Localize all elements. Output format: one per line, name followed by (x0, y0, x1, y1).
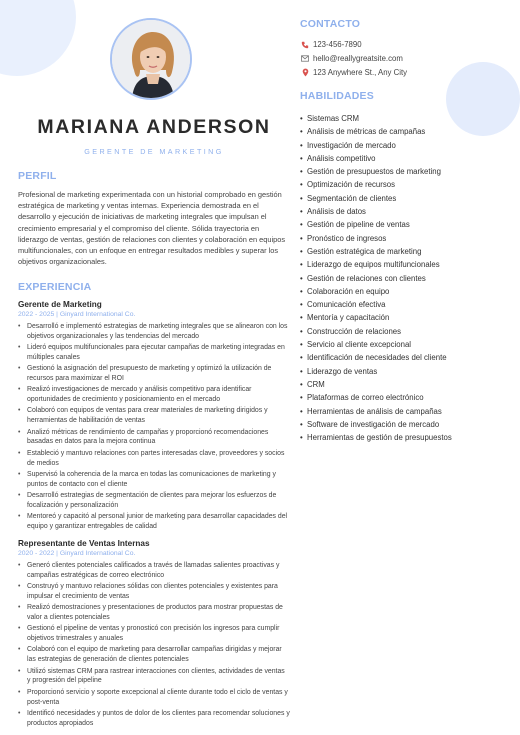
job-title: Representante de Ventas Internas (18, 539, 150, 548)
list-item: • Construyó y mantuvo relaciones sólidas con clientes potenciales y existentes para impulsar el crecimiento de ventas (18, 582, 290, 602)
list-item: • Identificó necesidades y puntos de dolor de los clientes para recomendar soluciones y productos apropiados (18, 709, 290, 729)
list-item: • Pronóstico de ingresos (300, 232, 452, 245)
list-item: • Segmentación de clientes (300, 192, 452, 205)
list-item: • Análisis competitivo (300, 152, 452, 165)
list-item: • Proporcionó servicio y soporte excepcional al cliente durante todo el ciclo de ventas y post-venta (18, 688, 290, 708)
job-title: Gerente de Marketing (18, 300, 102, 309)
decorative-circle-top-left (0, 0, 76, 76)
list-item: • Mentoreó y capacitó al personal junior de marketing para desarrollar capacidades del equipo y garantizar entregables de calidad (18, 512, 290, 532)
list-item: • Gestionó la asignación del presupuesto de marketing y optimizó la utilización de recursos para maximizar el ROI (18, 364, 290, 384)
job-entry-1 (18, 300, 290, 533)
job-bullets (18, 561, 290, 729)
list-item: • Utilizó sistemas CRM para rastrear interacciones con clientes, actividades de ventas y progresión del pipeline (18, 667, 290, 687)
list-item: • Estableció y mantuvo relaciones con partes interesadas clave, proveedores y socios de medios (18, 449, 290, 469)
list-item: • Análisis de métricas de campañas (300, 125, 452, 138)
decorative-circle-right (446, 62, 520, 136)
list-item: • Generó clientes potenciales calificados a través de llamadas salientes proactivas y campañas estratégicas de correo electrónico (18, 561, 290, 581)
experience-heading: EXPERIENCIA (18, 281, 92, 293)
location-pin-icon (300, 68, 310, 77)
list-item: • Servicio al cliente excepcional (300, 338, 452, 351)
mail-icon (300, 55, 310, 62)
job-bullets (18, 322, 290, 532)
list-item: • Gestión de pipeline de ventas (300, 218, 452, 231)
list-item: • Lideró equipos multifuncionales para ejecutar campañas de marketing integradas en múltiples canales (18, 343, 290, 363)
list-item: • Analizó métricas de rendimiento de campañas y proporcionó recomendaciones basadas en datos para la mejora continua (18, 428, 290, 448)
list-item: • Realizó demostraciones y presentaciones de productos para mostrar propuestas de valor a clientes potenciales (18, 603, 290, 623)
list-item: • Mentoría y capacitación (300, 311, 452, 324)
list-item: • Plataformas de correo electrónico (300, 391, 452, 404)
list-item: • Realizó investigaciones de mercado y análisis competitivo para identificar oportunidades de crecimiento y posicionamiento en el mercado (18, 385, 290, 405)
email-text: hello@reallygreatsite.com (313, 54, 403, 63)
list-item: • Comunicación efectiva (300, 298, 452, 311)
list-item: • Identificación de necesidades del cliente (300, 351, 452, 364)
avatar-icon (112, 20, 192, 100)
contact-phone (300, 40, 362, 49)
contact-email (300, 54, 403, 63)
contact-address (300, 68, 407, 77)
skills-list (300, 112, 452, 444)
skills-heading: HABILIDADES (300, 90, 374, 102)
list-item: • Supervisó la coherencia de la marca en todas las comunicaciones de marketing y puntos de contacto con el cliente (18, 470, 290, 490)
list-item: • Gestión de presupuestos de marketing (300, 165, 452, 178)
job-entry-2 (18, 539, 290, 730)
list-item: • Liderazgo de equipos multifuncionales (300, 258, 452, 271)
job-role: GERENTE DE MARKETING (84, 147, 224, 156)
candidate-name: MARIANA ANDERSON (37, 116, 271, 138)
address-text: 123 Anywhere St., Any City (313, 68, 408, 77)
phone-text: 123-456-7890 (313, 40, 362, 49)
list-item: • Herramientas de gestión de presupuestos (300, 431, 452, 444)
profile-photo (110, 18, 192, 100)
list-item: • Sistemas CRM (300, 112, 452, 125)
list-item: • Herramientas de análisis de campañas (300, 405, 452, 418)
profile-summary: Profesional de marketing experimentada con un historial comprobado en gestión estratégica de marketing y ventas internas. Experiencia demostrada en el desarrollo y ejecución de iniciativas de marketing integrales que impulsan el crecimiento empresarial y el compromiso del cliente. Sólida trayectoria en liderazgo de ventas, gestión de relaciones con clientes y colaboración en equipos multifuncionales, con un enfoque en entregar resultados medibles y superar los objetivos organizacionales. (18, 190, 286, 267)
list-item: • Colaboración en equipo (300, 285, 452, 298)
job-meta: 2020 - 2022 | Ginyard International Co. (18, 550, 136, 557)
list-item: • Liderazgo de ventas (300, 365, 452, 378)
list-item: • Colaboró con equipos de ventas para crear materiales de marketing dirigidos y herramientas de habilitación de ventas (18, 406, 290, 426)
contact-heading: CONTACTO (300, 18, 361, 30)
list-item: • Gestión de relaciones con clientes (300, 272, 452, 285)
profile-heading: PERFIL (18, 170, 57, 182)
job-meta: 2022 - 2025 | Ginyard International Co. (18, 311, 136, 318)
list-item: • Gestionó el pipeline de ventas y pronosticó con precisión los ingresos para cumplir objetivos trimestrales y anuales (18, 624, 290, 644)
list-item: • Construcción de relaciones (300, 325, 452, 338)
list-item: • Optimización de recursos (300, 178, 452, 191)
list-item: • Colaboró con el equipo de marketing para desarrollar campañas dirigidas y mejorar las estrategias de generación de clientes potenciales (18, 645, 290, 665)
list-item: • Análisis de datos (300, 205, 452, 218)
list-item: • Gestión estratégica de marketing (300, 245, 452, 258)
list-item: • Desarrolló e implementó estrategias de marketing integrales que se alinearon con los objetivos organizacionales y las tendencias del mercado (18, 322, 290, 342)
list-item: • Investigación de mercado (300, 139, 452, 152)
list-item: • Desarrolló estrategias de segmentación de clientes para mejorar los esfuerzos de focalización y personalización (18, 491, 290, 511)
phone-icon (300, 41, 310, 49)
list-item: • Software de investigación de mercado (300, 418, 452, 431)
list-item: • CRM (300, 378, 452, 391)
